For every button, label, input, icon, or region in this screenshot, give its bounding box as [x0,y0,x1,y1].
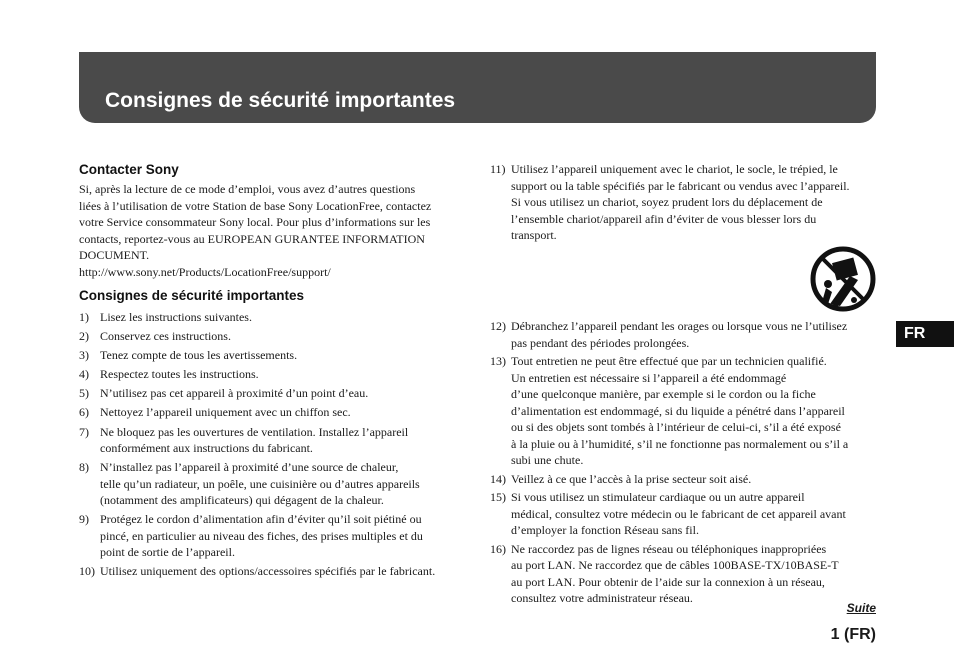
item-text [511,353,878,469]
item-number: 15) [490,490,506,504]
left-column [79,161,465,582]
item-number: 14) [490,471,506,486]
safety-item [79,459,465,509]
item-line: Conservez ces instructions. [100,329,231,344]
item-line: Un entretien est nécessaire si l’appareil a été endommagé [511,370,787,385]
safety-item [490,353,878,469]
item-number: 6) [79,405,89,420]
item-line: pas pendant des périodes prolongées. [511,335,690,350]
safety-item [490,541,878,607]
item-line: subi une chute. [511,453,584,467]
item-line: N’installez pas l’appareil à proximité d’une source de chaleur, [100,460,399,475]
item-number: 7) [79,424,89,439]
item-number: 9) [79,512,89,527]
safety-item [490,471,878,488]
item-number: 11) [490,162,506,176]
item-number: 4) [79,367,89,382]
item-line: Respectez toutes les instructions. [100,367,259,382]
item-line: pincé, en particulier au niveau des fiches, des prises multiples et du [100,528,423,543]
item-text [100,459,465,509]
item-line: consultez votre administrateur réseau. [511,591,693,605]
item-line: à la pluie ou à l’humidité, s’il ne fonctionne pas normalement ou s’il a [511,436,849,451]
item-line: conformément aux instructions du fabricant. [100,441,313,456]
safety-list-left [79,309,465,580]
item-line: Lisez les instructions suivantes. [100,310,252,324]
item-line: Ne raccordez pas de lignes réseau ou téléphoniques inappropriées [511,541,827,556]
item-text [100,347,465,364]
item-number: 1) [79,310,89,324]
item-line: transport. [511,228,557,242]
safety-item [79,328,465,345]
item-number: 16) [490,541,506,556]
item-number: 12) [490,319,506,333]
continued-label: Suite [846,601,876,615]
contact-heading: Contacter Sony [79,162,179,177]
safety-item [79,385,465,402]
safety-list-right-bottom [490,318,878,609]
safety-item [79,563,465,580]
safety-list-right-top [490,161,878,244]
right-column [490,161,878,605]
item-text [100,511,465,561]
item-line: Débranchez l’appareil pendant les orages ou lorsque vous ne l’utilisez [511,319,848,333]
item-line: (notamment des amplificateurs) qui dégagent de la chaleur. [100,493,384,508]
item-line: point de sortie de l’appareil. [100,545,235,560]
contact-paragraph [79,181,465,280]
item-line: telle qu’un radiateur, un poêle, une cuisinière ou d’autres appareils [100,476,420,491]
item-line: d’employer la fonction Réseau sans fil. [511,523,699,537]
item-text [100,366,465,383]
item-line: au port LAN. Pour obtenir de l’aide sur la connexion à un réseau, [511,574,825,589]
item-number: 3) [79,348,89,363]
safety-item [490,489,878,539]
item-line: Si vous utilisez un stimulateur cardiaque ou un autre appareil [511,490,805,504]
contact-line: http://www.sony.net/Products/LocationFree/support/ [79,264,331,279]
item-line: Utilisez l’appareil uniquement avec le chariot, le socle, le trépied, le [511,162,838,176]
contact-line: Si, après la lecture de ce mode d’emploi, vous avez d’autres questions [79,182,416,196]
item-line: Protégez le cordon d’alimentation afin d’éviter qu’il soit piétiné ou [100,512,422,527]
contact-line: DOCUMENT. [79,248,150,262]
safety-item [490,161,878,244]
safety-heading: Consignes de sécurité importantes [79,288,305,303]
title-bar [79,52,876,123]
cart-tip-over-warning-icon [810,246,876,312]
contact-line: contacts, reportez-vous au EUROPEAN GURANTEE INFORMATION [79,231,425,246]
safety-item [79,404,465,421]
item-line: Nettoyez l’appareil uniquement avec un chiffon sec. [100,405,351,420]
item-number: 10) [79,564,95,579]
item-text [100,404,465,421]
item-line: médical, consultez votre médecin ou le fabricant de cet appareil avant [511,506,846,521]
item-line: ou si des objets sont tombés à l’intérieur de celui-ci, s’il a été exposé [511,420,841,434]
contact-line: liées à l’utilisation de votre Station de base Sony LocationFree, contactez [79,198,432,213]
safety-item [79,366,465,383]
safety-item [79,424,465,457]
item-line: Si vous utilisez un chariot, soyez prudent lors du déplacement de [511,195,823,209]
item-text [100,328,465,345]
item-line: Utilisez uniquement des options/accessoires spécifiés par le fabricant. [100,564,436,579]
safety-item [79,347,465,364]
item-line: Tout entretien ne peut être effectué que par un technicien qualifié. [511,354,827,368]
item-line: Ne bloquez pas les ouvertures de ventilation. Installez l’appareil [100,424,409,439]
contact-line: votre Service consommateur Sony local. Pour plus d’informations sur les [79,215,431,229]
item-text [511,471,878,488]
page-title: Consignes de sécurité importantes [105,89,456,112]
safety-item [490,318,878,351]
item-text [100,385,465,402]
item-line: d’une quelconque manière, par exemple si le cordon ou la fiche [511,387,816,401]
language-tab: FR [896,321,954,347]
item-text [100,424,465,457]
item-text [511,161,878,244]
item-number: 8) [79,460,89,475]
item-number: 2) [79,329,89,344]
page-number: 1 (FR) [830,626,876,643]
item-line: d’alimentation est endommagé, si du liquide a pénétré dans l’appareil [511,403,845,418]
item-text [511,489,878,539]
item-number: 13) [490,354,506,368]
item-line: au port LAN. Ne raccordez que de câbles 100BASE-TX/10BASE-T [511,558,839,572]
safety-item [79,309,465,326]
item-text [511,541,878,607]
safety-item [79,511,465,561]
item-text [100,309,465,326]
item-line: Veillez à ce que l’accès à la prise secteur soit aisé. [511,471,752,486]
item-text [100,563,465,580]
item-line: Tenez compte de tous les avertissements. [100,348,298,363]
item-number: 5) [79,386,89,401]
item-line: N’utilisez pas cet appareil à proximité d’un point d’eau. [100,386,369,401]
item-text [511,318,878,351]
item-line: l’ensemble chariot/appareil afin d’éviter de vous blesser lors du [511,211,817,226]
item-line: support ou la table spécifiés par le fabricant ou vendus avec l’appareil. [511,178,850,193]
